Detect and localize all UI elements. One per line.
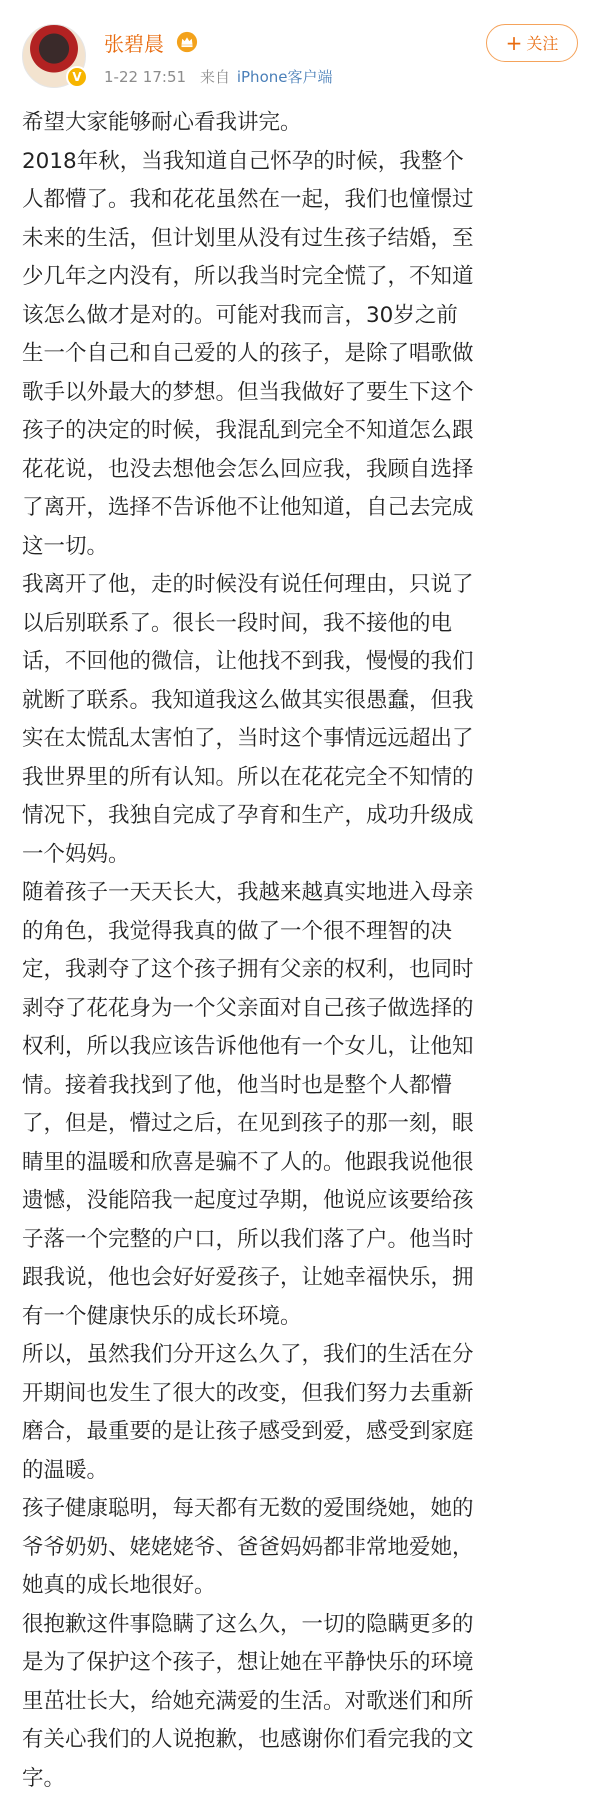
- post-header: [0, 0, 600, 110]
- follow-button[interactable]: [486, 24, 578, 62]
- source-client-link[interactable]: iPhone客户端: [237, 68, 333, 86]
- verified-badge-icon: V: [66, 66, 88, 88]
- crown-icon: [176, 31, 198, 53]
- post-paragraph: 我离开了他，走的时候没有说任何理由，只说了 以后别联系了。很长一段时间，我不接他的电 话，不回他的微信，让他找不到我，慢慢的我们 就断了联系。我知道我这么做其实很愚蠢，但我 实在太慌乱太害怕了，当时这个事情远远超出了 我世界里的所有认知。所以在花花完全不知情的 情况下，我独自完成了孕育和生产，成功升级成 一个妈妈。: [22, 566, 578, 874]
- post-paragraph: 2018年秋，当我知道自己怀孕的时候，我整个 人都懵了。我和花花虽然在一起，我们也憧憬过 未来的生活，但计划里从没有过生孩子结婚，至 少几年之内没有，所以我当时完全慌了，不知道 该怎么做才是对的。可能对我而言，30岁之前 生一个自己和自己爱的人的孩子，是除了唱歌做 歌手以外最大的梦想。但当我做好了要生下这个 孩子的决定的时候，我混乱到完全不知道怎么跟 花花说，也没去想他会怎么回应我，我顾自选择 了离开，选择不告诉他不让他知道，自己去完成 这一切。: [22, 143, 578, 567]
- post-body: [22, 104, 578, 1798]
- post-paragraph: 希望大家能够耐心看我讲完。: [22, 104, 578, 143]
- source-prefix: 来自: [200, 68, 230, 86]
- post-paragraph: 很抱歉这件事隐瞒了这么久，一切的隐瞒更多的 是为了保护这个孩子，想让她在平静快乐的环境 里茁壮长大，给她充满爱的生活。对歌迷们和所 有关心我们的人说抱歉，也感谢你们看完我的文 字。: [22, 1606, 578, 1798]
- post-paragraph: 孩子健康聪明，每天都有无数的爱围绕她，她的 爷爷奶奶、姥姥姥爷、爸爸妈妈都非常地爱她， 她真的成长地很好。: [22, 1490, 578, 1606]
- post-paragraph: 随着孩子一天天长大，我越来越真实地进入母亲 的角色，我觉得我真的做了一个很不理智的决 定，我剥夺了这个孩子拥有父亲的权利，也同时 剥夺了花花身为一个父亲面对自己孩子做选择的 权利，所以我应该告诉他他有一个女儿，让他知 情。接着我找到了他，他当时也是整个人都懵 了，但是，懵过之后，在见到孩子的那一刻，眼 睛里的温暖和欣喜是骗不了人的。他跟我说他很 遗憾，没能陪我一起度过孕期，他说应该要给孩 子落一个完整的户口，所以我们落了户。他当时 跟我说，他也会好好爱孩子，让她幸福快乐，拥 有一个健康快乐的成长环境。: [22, 874, 578, 1336]
- post-source: [200, 68, 332, 86]
- post-time: 1-22 17:51: [104, 68, 186, 86]
- author-name[interactable]: 张碧晨: [104, 28, 164, 57]
- avatar-container[interactable]: [22, 24, 86, 88]
- follow-label: 关注: [526, 34, 558, 53]
- post-paragraph: 所以，虽然我们分开这么久了，我们的生活在分 开期间也发生了很大的改变，但我们努力去重新 磨合，最重要的是让孩子感受到爱，感受到家庭 的温暖。: [22, 1336, 578, 1490]
- post-meta: [104, 66, 332, 87]
- plus-icon: +: [506, 31, 523, 55]
